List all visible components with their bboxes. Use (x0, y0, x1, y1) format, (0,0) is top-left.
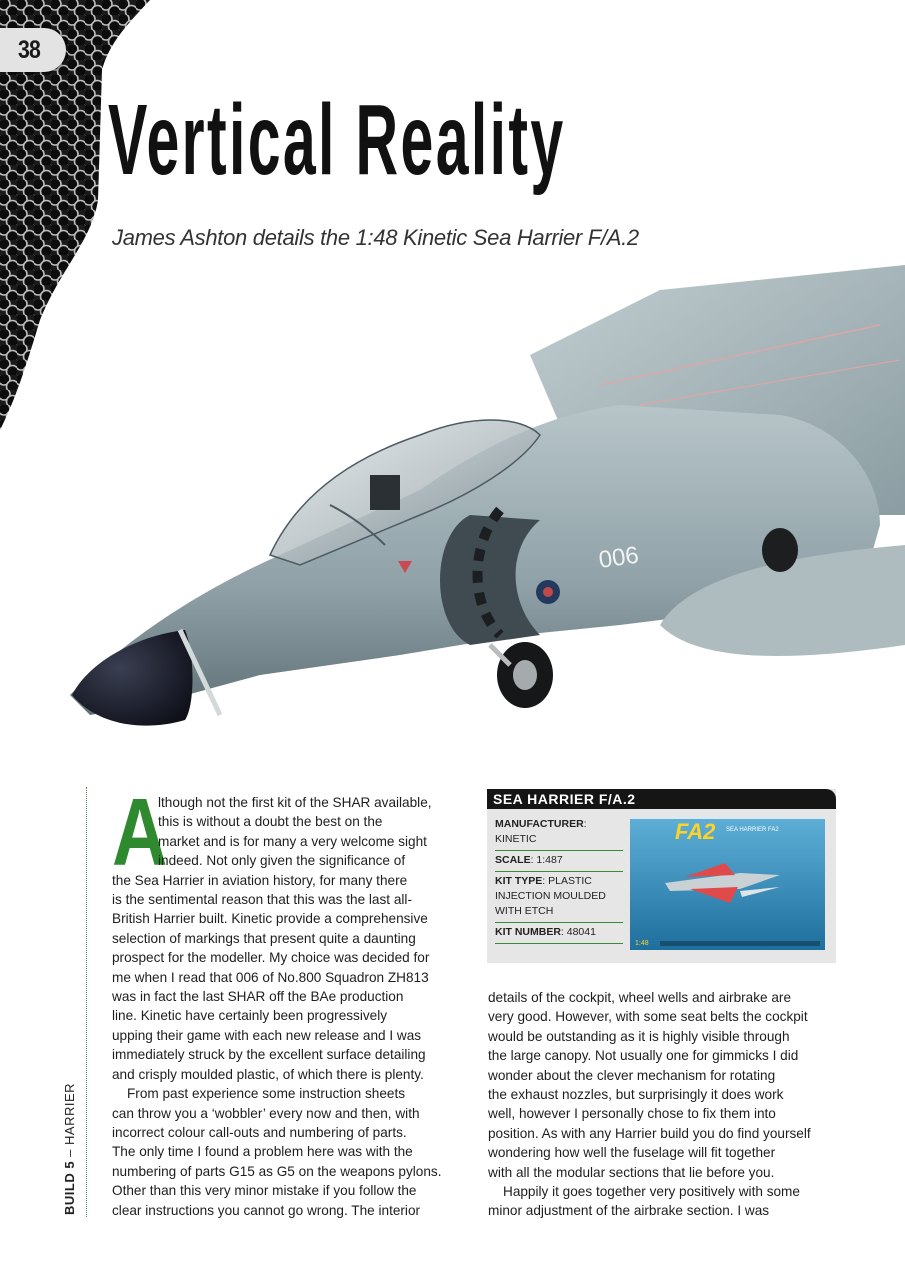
body-line: clear instructions you cannot go wrong. The interior (112, 1202, 421, 1218)
body-line: wonder about the clever mechanism for rotating (488, 1067, 776, 1083)
aircraft-code: 006 (597, 541, 641, 574)
body-line: the Sea Harrier in aviation history, for many there (112, 872, 408, 888)
body-column-2 (488, 988, 828, 1221)
body-line: line. Kinetic have certainly been progressively (112, 1008, 388, 1024)
body-line: market and is for many a very welcome sight (158, 833, 427, 849)
body-line: would be outstanding as it is highly visible through (488, 1028, 790, 1044)
kit-box-art (630, 815, 825, 950)
body-line: was in fact the last SHAR off the BAe production (112, 989, 404, 1005)
svg-text:FA2: FA2 (675, 819, 716, 844)
body-line: this is without a doubt the best on the (158, 814, 383, 830)
svg-text:1:48: 1:48 (635, 940, 649, 947)
body-line: well, however I personally chose to fix them into (488, 1106, 776, 1122)
body-line: upping their game with each new release and I was (112, 1027, 422, 1043)
body-line: immediately struck by the excellent surface detailing (112, 1047, 426, 1063)
page-number: 38 (18, 36, 40, 64)
body-line: the large canopy. Not usually one for gimmicks I did (488, 1048, 799, 1064)
body-line: British Harrier built. Kinetic provide a comprehensive (112, 911, 428, 927)
body-line: Happily it goes together very positively with some (503, 1184, 800, 1200)
body-line: Other than this very minor mistake if you follow the (112, 1183, 417, 1199)
body-line: The only time I found a problem here was with the (112, 1144, 413, 1160)
svg-text:SEA HARRIER FA2: SEA HARRIER FA2 (726, 827, 779, 833)
body-line: minor adjustment of the airbrake section. I was (488, 1203, 770, 1219)
page-number-tab (0, 28, 66, 72)
body-line: can throw you a ‘wobbler’ every now and then, with (112, 1105, 420, 1121)
spec-row-kit-type: KIT TYPE: PLASTIC INJECTION MOULDED WITH ETCH (495, 872, 623, 923)
body-line: the exhaust nozzles, but surprisingly it does work (488, 1087, 784, 1103)
body-line: and crisply moulded plastic, of which there is plenty. (112, 1066, 424, 1082)
body-line: with all the modular sections that lie before you. (488, 1164, 775, 1180)
body-line: very good. However, with some seat belts the cockpit (488, 1009, 808, 1025)
sea-harrier-photo (0, 265, 905, 755)
sidebar-rule (86, 787, 87, 1217)
body-line: lthough not the first kit of the SHAR available, (158, 795, 432, 810)
body-line: details of the cockpit, wheel wells and airbrake are (488, 990, 791, 1005)
article-subtitle: James Ashton details the 1:48 Kinetic Sea Harrier F/A.2 (112, 225, 639, 250)
spec-list (495, 815, 623, 944)
spec-row-scale: SCALE: 1:487 (495, 851, 623, 872)
body-line: prospect for the modeller. My choice was decided for (112, 950, 430, 966)
spec-row-manufacturer: MANUFACTURER: KINETIC (495, 815, 623, 851)
kit-spec-box (487, 789, 836, 963)
body-line: is the sentimental reason that this was the last all- (112, 892, 412, 908)
article-title: Vertical Reality (108, 84, 566, 196)
body-line: incorrect colour call-outs and numbering of parts. (112, 1124, 407, 1140)
body-line: me when I read that 006 of No.800 Squadron ZH813 (112, 969, 429, 985)
body-line: wondering how well the fuselage will fit together (488, 1145, 776, 1161)
body-line: position. As with any Harrier build you do find yourself (488, 1125, 811, 1141)
spec-heading: SEA HARRIER F/A.2 (493, 791, 636, 807)
section-label: BUILD 5 – HARRIER (62, 1082, 77, 1215)
drop-cap: A (112, 779, 168, 886)
body-line: numbering of parts G15 as G5 on the weapons pylons. (112, 1163, 442, 1179)
body-line: From past experience some instruction sheets (127, 1086, 406, 1102)
spec-heading-bar (487, 789, 836, 809)
body-line: selection of markings that present quite a daunting (112, 930, 416, 946)
body-column-1 (112, 779, 452, 1220)
spec-row-kit-number: KIT NUMBER: 48041 (495, 923, 623, 944)
body-line: indeed. Not only given the significance of (158, 853, 406, 869)
